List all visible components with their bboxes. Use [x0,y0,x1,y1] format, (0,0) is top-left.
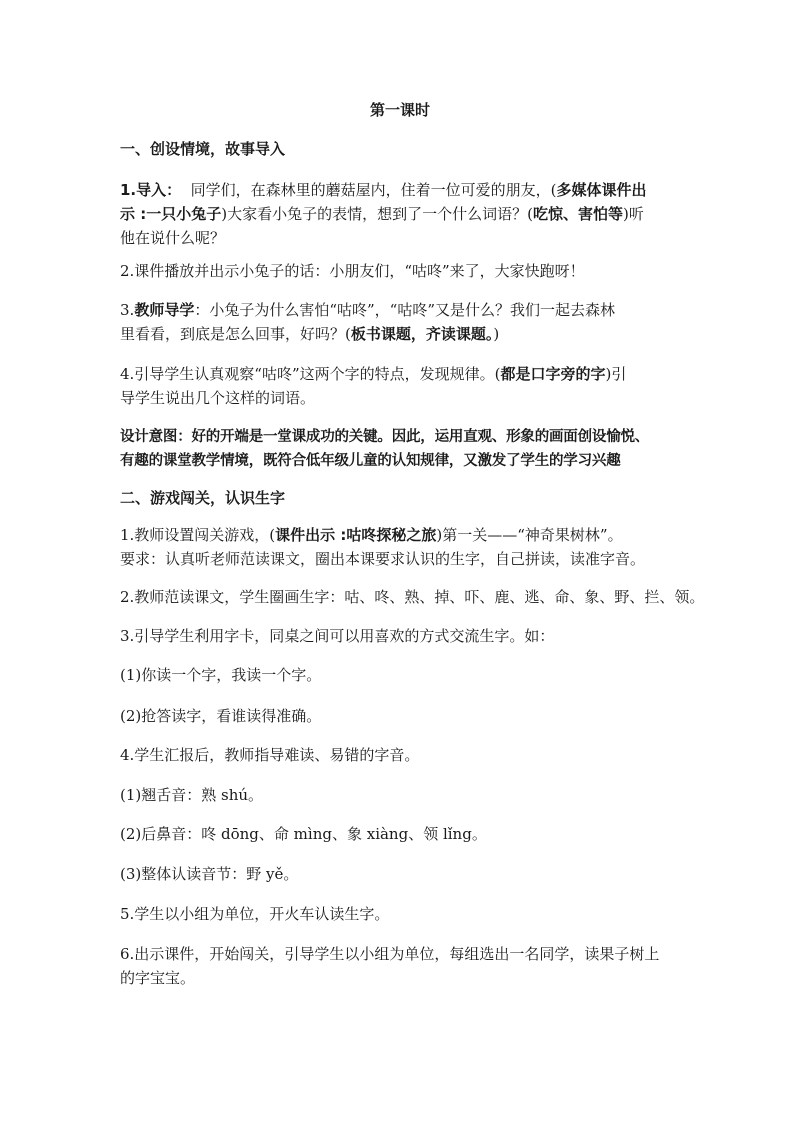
text-run: ) [493,325,500,343]
section2-paragraph-3 [120,624,685,648]
section1-paragraph-1 [120,178,685,250]
text-run: 1.教师设置闯关游戏，( [120,526,276,544]
section1-paragraph-4 [120,362,685,410]
paragraph-line: (2)抢答读字，看谁读得准确。 [120,707,322,725]
paragraph-line: 设计意图：好的开端是一堂课成功的关键。因此，运用直观、形象的画面创设愉悦、 [120,429,650,445]
paragraph-line [120,202,685,226]
section2-item-3-2 [120,704,685,728]
section2-item-3-1 [120,663,685,687]
paragraph-line: 6.出示课件，开始闯关，引导学生以小组为单位，每组选出一名同学，读果子树上 [120,945,660,963]
page-title: 第一课时 [369,101,430,119]
paragraph-line: 4.学生汇报后，教师指导难读、易错的字音。 [120,746,420,764]
paragraph-line: (2)后鼻音：咚 dōng、命 mìng、象 xiàng、领 lǐng。 [120,825,487,843]
paragraph-line [120,298,685,322]
section2-paragraph-4 [120,743,685,767]
paragraph-line: (3)整体认读音节：野 yě。 [120,865,299,883]
paragraph-line: 要求：认真听老师范读课文，圈出本课要求认识的生字，自己拼读，读准字音。 [120,550,646,568]
design-intent [120,425,685,473]
section2-paragraph-1 [120,523,685,571]
paragraph-line: 2.教师范读课文，学生圈画生字：咕、咚、熟、掉、吓、鹿、逃、命、象、野、拦、领。 [120,588,705,606]
section2-item-4-1 [120,783,685,807]
section2-paragraph-2 [120,585,705,609]
text-run: ：小兔子为什么害怕“咕咚”，“咕咚”又是什么？我们一起去森林 [194,301,616,319]
bold-run: 都是口字旁的字 [500,365,606,383]
text-run: )第一关——“神奇果树林”。 [436,526,623,544]
text-run: 里看看，到底是怎么回事，好吗？( [120,325,351,343]
bold-run: 示 :一只小兔子 [120,205,222,223]
paragraph-line [120,322,685,346]
paragraph-line: 的字宝宝。 [120,969,196,987]
paragraph-line [120,523,685,547]
section2-paragraph-6 [120,942,685,990]
section1-paragraph-3 [120,298,685,346]
bold-run: 板书课题，齐读课题。 [350,325,494,343]
section1-paragraph-2 [120,259,685,283]
bold-run: 多媒体课件出 [556,181,647,199]
intro-label: 1.导入： [120,181,182,199]
bold-run: 课件出示 :咕咚探秘之旅 [275,526,437,544]
paragraph-line: 3.引导学生利用字卡，同桌之间可以用喜欢的方式交流生字。如： [120,627,555,645]
text-run: )引 [605,365,627,383]
paragraph-line: 有趣的课堂教学情境，既符合低年级儿童的认知规律，又激发了学生的学习兴趣 [120,453,621,469]
section2-item-4-2 [120,822,685,846]
text-run: 同学们，在森林里的蘑菇屋内，住着一位可爱的朋友，( [181,181,557,199]
paragraph-line: (1)你读一个字，我读一个字。 [120,666,322,684]
section2-paragraph-5 [120,902,685,926]
paragraph-line [120,178,685,202]
paragraph-line: 导学生说出几个这样的词语。 [120,389,316,407]
paragraph-line: 5.学生以小组为单位，开火车认读生字。 [120,905,390,923]
section2-item-4-3 [120,862,685,886]
text-run: )听 [622,205,644,223]
text-run: 3. [120,301,135,319]
paragraph-line: 他在说什么呢？ [120,229,226,247]
paragraph-line [120,362,685,386]
text-run: 4.引导学生认真观察“咕咚”这两个字的特点，发现规律。( [120,365,501,383]
text-run: )大家看小兔子的表情，想到了一个什么词语？( [221,205,533,223]
paragraph-line: 2.课件播放并出示小兔子的话：小朋友们，“咕咚”来了，大家快跑呀！ [120,262,585,280]
paragraph-line: (1)翘舌音：熟 shú。 [120,786,264,804]
section1-heading: 一、创设情境，故事导入 [120,140,286,158]
section2-heading: 二、游戏闯关，认识生字 [120,489,286,507]
bold-run: 教师导学 [134,301,195,319]
bold-run: 吃惊、害怕等 [532,205,623,223]
